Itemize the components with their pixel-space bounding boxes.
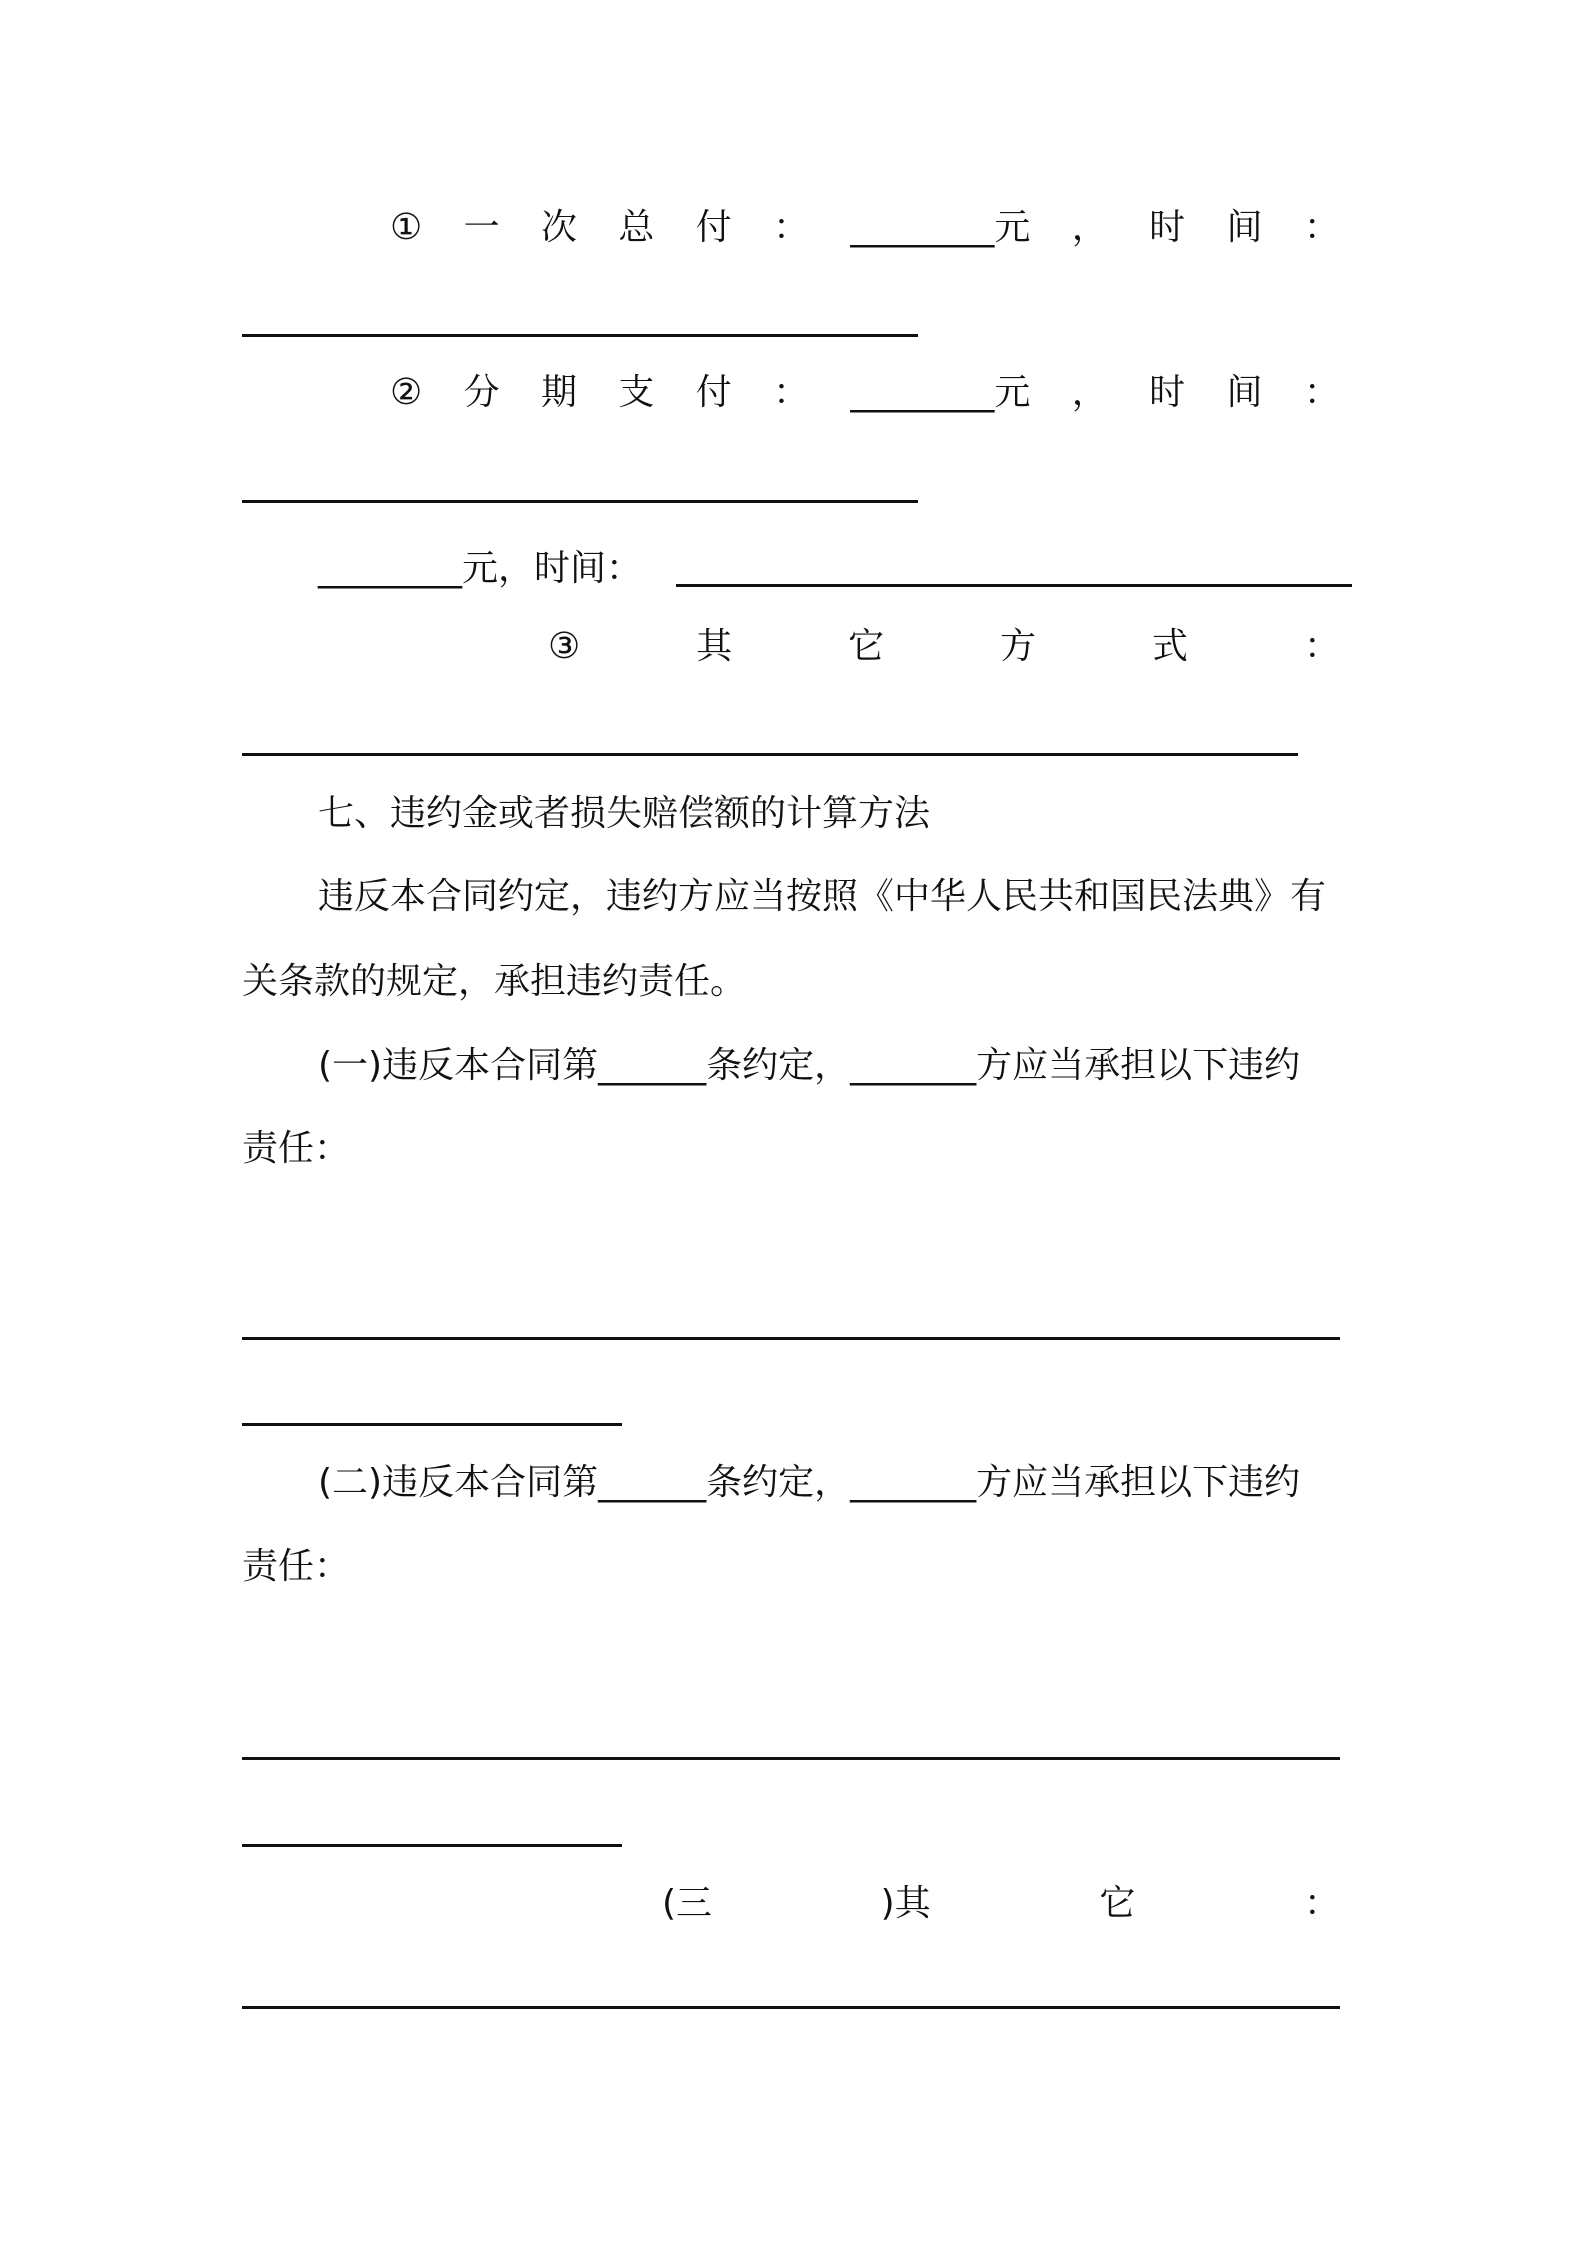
- text: ________元，时间：: [318, 548, 643, 589]
- blank-line: [242, 2006, 1340, 2009]
- blank-line: [242, 1757, 1340, 1760]
- text: ：: [1303, 207, 1340, 248]
- item-2-line: 责任：: [242, 1546, 351, 1587]
- paragraph-line: 关条款的规定，承担违约责任。: [242, 961, 747, 1002]
- text: 间: [1226, 372, 1263, 413]
- amount-blank: ________元: [850, 372, 1031, 413]
- text: 期: [540, 372, 577, 413]
- text: ：: [773, 207, 810, 248]
- text: 分: [463, 372, 500, 413]
- text: 支: [618, 372, 655, 413]
- text: ②: [390, 372, 423, 413]
- text: 它: [848, 626, 885, 667]
- text: 它: [1099, 1883, 1136, 1924]
- blank-line: [242, 334, 918, 337]
- lump-sum-payment-line: [390, 206, 1340, 250]
- amount-blank: ________元: [850, 207, 1031, 248]
- text: 时: [1149, 372, 1186, 413]
- text: 付: [695, 372, 732, 413]
- blank-line: [242, 500, 918, 503]
- item-3-line: [662, 1882, 1340, 1926]
- other-payment-line: [548, 625, 1340, 669]
- text: 一: [463, 207, 500, 248]
- blank-line: [676, 584, 1352, 587]
- section-heading: 七、违约金或者损失赔偿额的计算方法: [318, 793, 931, 834]
- text: 间: [1226, 207, 1263, 248]
- paragraph-line: 违反本合同约定，违约方应当按照《中华人民共和国民法典》有: [318, 876, 1327, 917]
- text: 次: [540, 207, 577, 248]
- installment-payment-line: [390, 371, 1340, 415]
- text: )其: [880, 1883, 931, 1924]
- blank-line: [242, 1337, 1340, 1340]
- text: 其: [696, 626, 733, 667]
- text: (三: [662, 1883, 713, 1924]
- item-1-line: 责任：: [242, 1128, 351, 1169]
- text: 式: [1152, 626, 1189, 667]
- text: 付: [695, 207, 732, 248]
- installment-extra-line: [318, 547, 642, 591]
- text: ，: [1071, 207, 1108, 248]
- text: 总: [618, 207, 655, 248]
- item-1-line: (一)违反本合同第______条约定，_______方应当承担以下违约: [318, 1045, 1301, 1086]
- blank-line: [242, 1423, 622, 1426]
- text: ，: [1071, 372, 1108, 413]
- blank-line: [242, 753, 1298, 756]
- text: ①: [390, 207, 423, 248]
- text: ：: [1303, 626, 1340, 667]
- text: 方: [1000, 626, 1037, 667]
- text: ③: [548, 626, 581, 667]
- text: ：: [1303, 372, 1340, 413]
- text: ：: [1303, 1883, 1340, 1924]
- item-2-line: (二)违反本合同第______条约定，_______方应当承担以下违约: [318, 1462, 1301, 1503]
- blank-line: [242, 1844, 622, 1847]
- text: 时: [1149, 207, 1186, 248]
- text: ：: [773, 372, 810, 413]
